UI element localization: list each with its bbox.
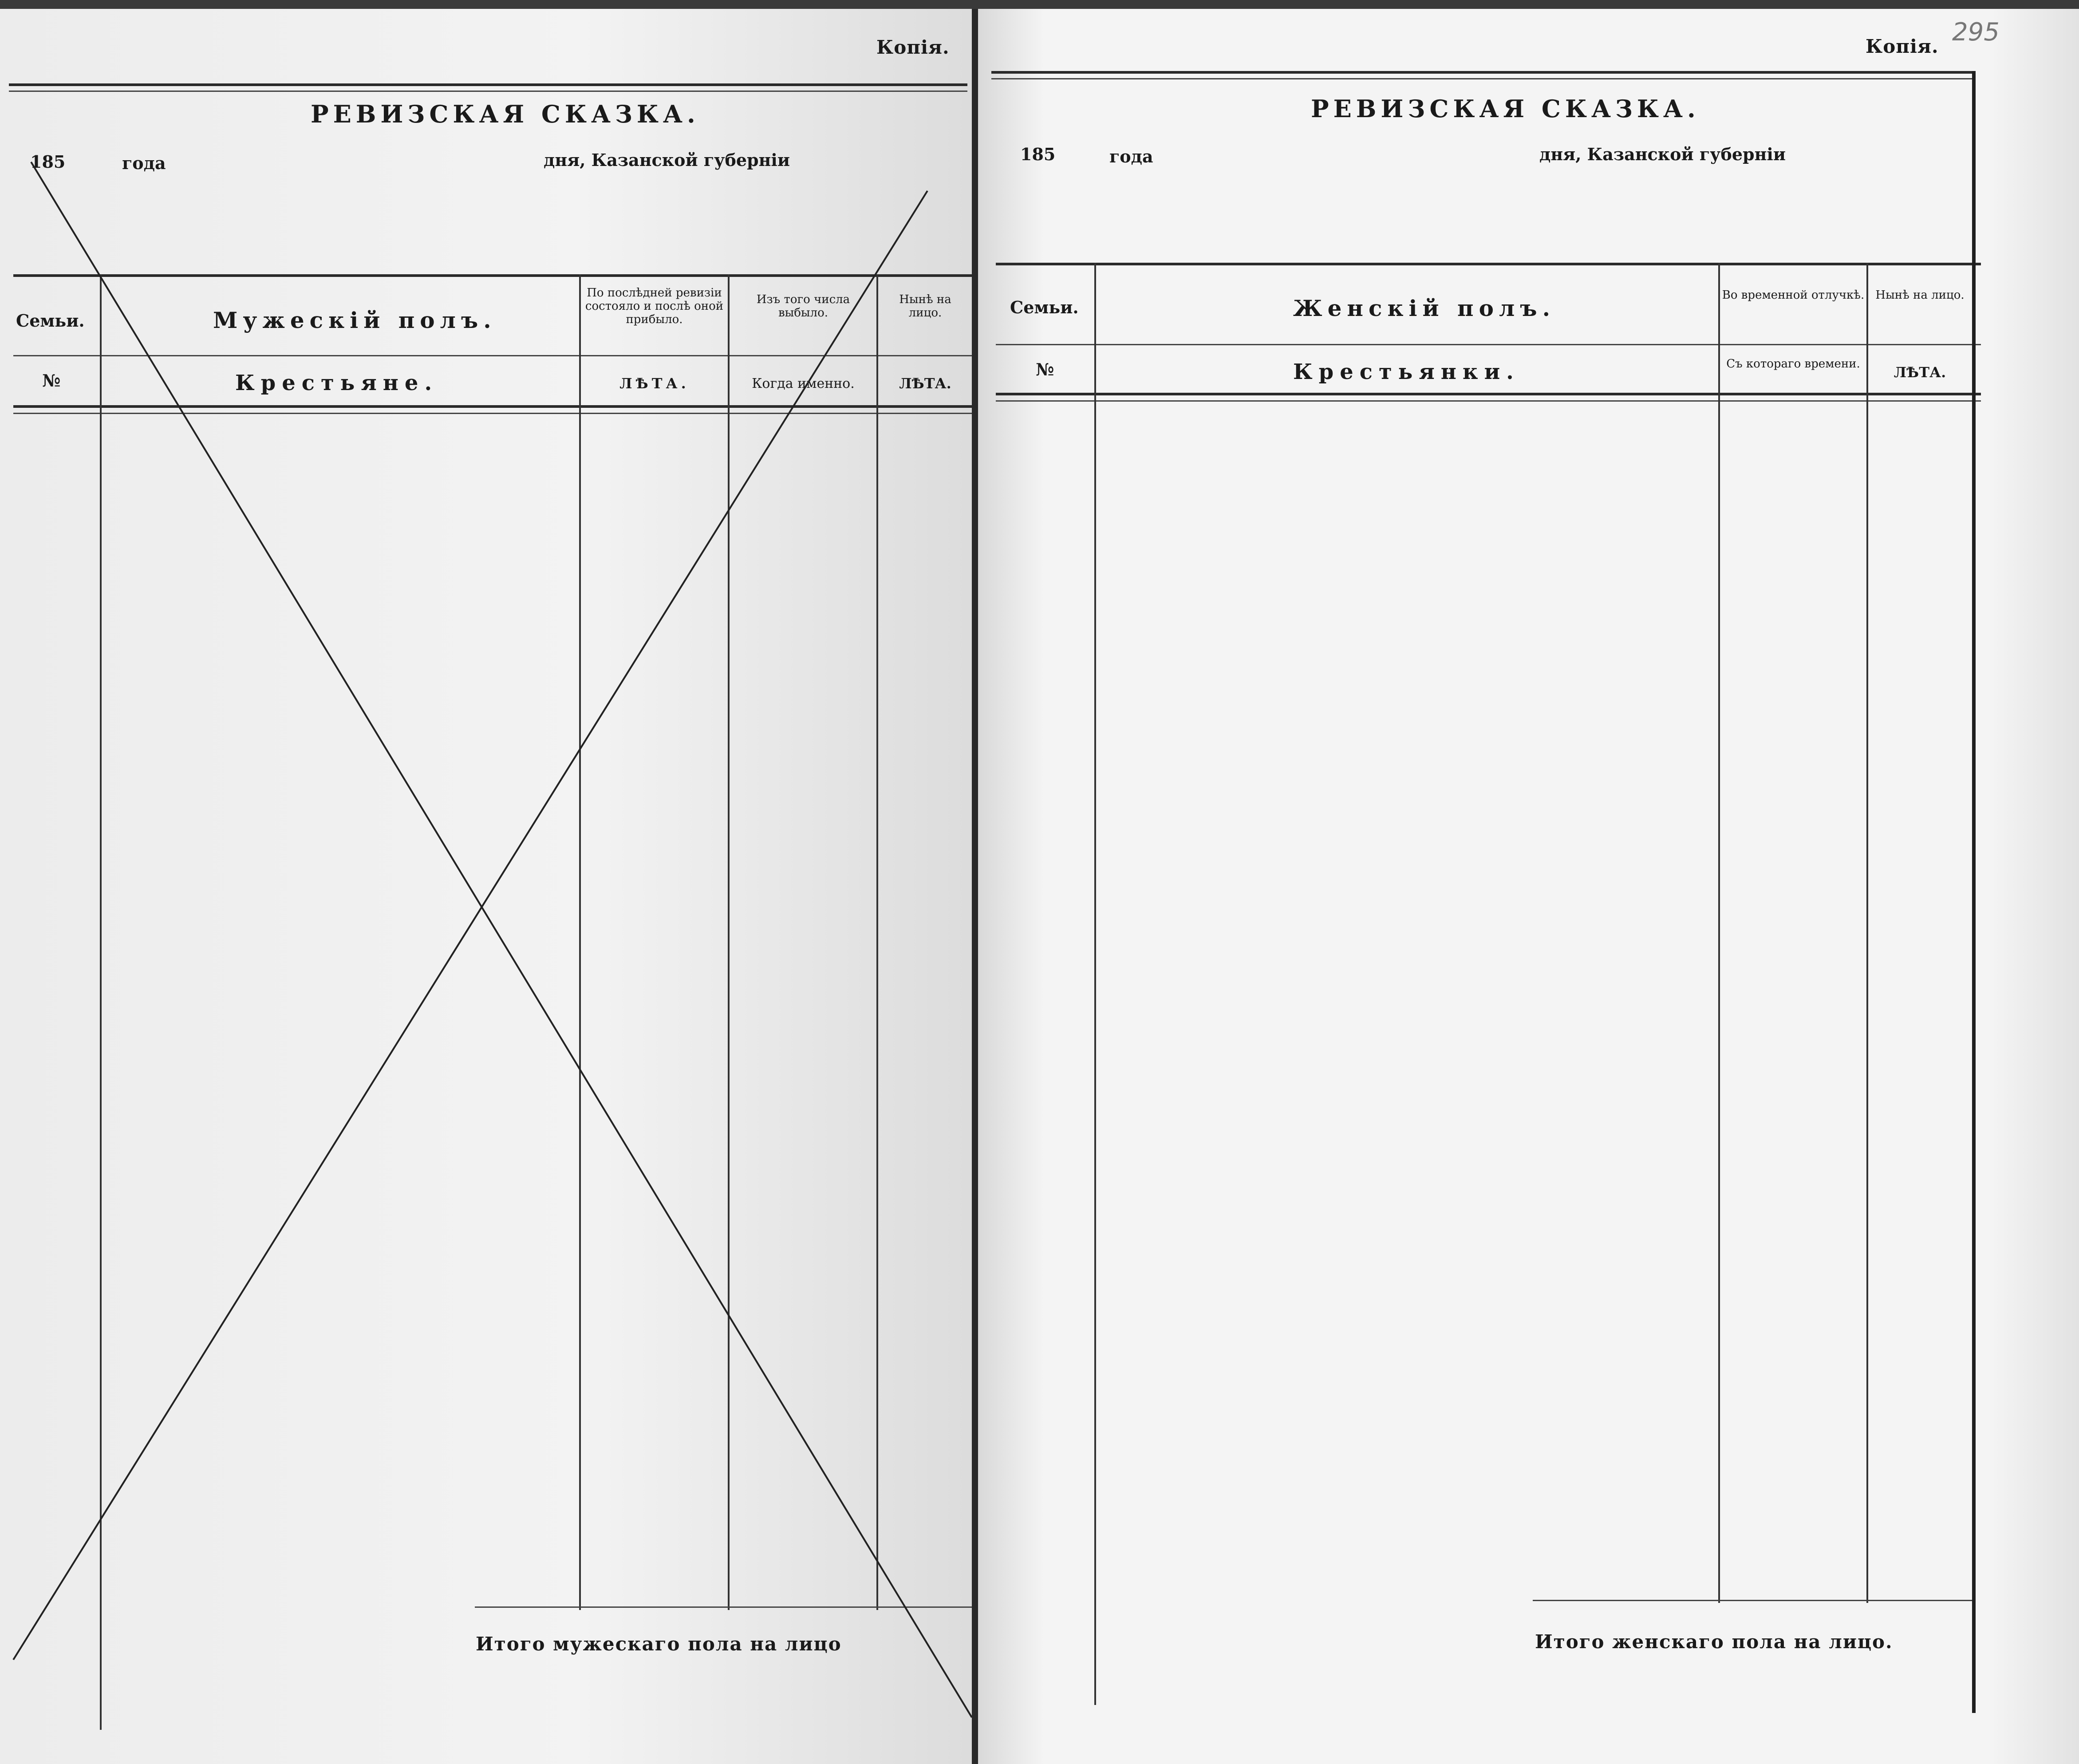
left-title: РЕВИЗСКАЯ СКАЗКА. [311, 100, 700, 128]
right-body-rule-2 [996, 400, 1981, 402]
left-col-estate: Крестьяне. [235, 371, 438, 395]
left-number-sign: № [42, 371, 61, 391]
left-col-dropped: Изъ того числа выбыло. [756, 293, 850, 320]
right-body-rule [996, 393, 1981, 395]
right-col-temporary: Во временной отлучкѣ. [1722, 288, 1865, 302]
right-col-estate: Крестьянки. [1293, 359, 1520, 384]
right-goda: года [1109, 146, 1153, 166]
right-col-years: ЛѢТА. [1894, 364, 1946, 381]
right-col-line-1 [1094, 263, 1096, 1705]
right-col-line-2 [1718, 263, 1720, 1603]
book-gutter [972, 9, 978, 1764]
right-footer: Итого женскаго пола на лицо. [1535, 1631, 1893, 1653]
cross-out-mark [0, 9, 972, 1764]
right-copy-mark: Копія. [1866, 36, 1939, 57]
right-page-edge-line [1972, 71, 1976, 1713]
right-col-sex: Женскій полъ. [1293, 295, 1556, 321]
left-goda: года [122, 153, 166, 173]
left-page [0, 9, 972, 1764]
right-col-present: Нынѣ на лицо. [1875, 288, 1965, 302]
left-col-family: Семьи. [16, 311, 85, 331]
right-page [978, 9, 2079, 1764]
right-col-line-3 [1866, 263, 1868, 1603]
right-header-rule [996, 263, 1981, 265]
left-col-years: ЛѢТА. [619, 375, 690, 392]
left-copy-mark: Копія. [876, 36, 950, 58]
right-number-sign: № [1036, 359, 1054, 379]
left-year: 185 [30, 152, 66, 172]
left-col-years2: ЛѢТА. [899, 375, 951, 392]
right-col-family: Семьи. [1010, 297, 1079, 317]
right-top-rule-2 [991, 78, 1972, 79]
left-day-province: дня, Казанской губерніи [544, 150, 790, 170]
right-year: 185 [1020, 144, 1056, 164]
left-col-when: Когда именно. [752, 376, 855, 391]
left-col-last-revision: По послѣдней ревизіи состояло и послѣ оной прибыло. [585, 286, 724, 326]
left-col-present: Нынѣ на лицо. [899, 293, 951, 320]
sheet-number: 295 [1952, 18, 2000, 47]
left-col-sex: Мужескій полъ. [213, 307, 497, 333]
left-footer: Итого мужескаго пола на лицо [476, 1633, 842, 1655]
right-subheader-rule [996, 344, 1981, 345]
right-day-province: дня, Казанской губерніи [1539, 144, 1786, 164]
right-footer-rule [1533, 1600, 1972, 1601]
right-title: РЕВИЗСКАЯ СКАЗКА. [1311, 95, 1700, 123]
right-top-rule [991, 71, 1972, 74]
right-col-since: Съ котораго времени. [1726, 357, 1860, 371]
book-spread [0, 9, 2079, 1764]
